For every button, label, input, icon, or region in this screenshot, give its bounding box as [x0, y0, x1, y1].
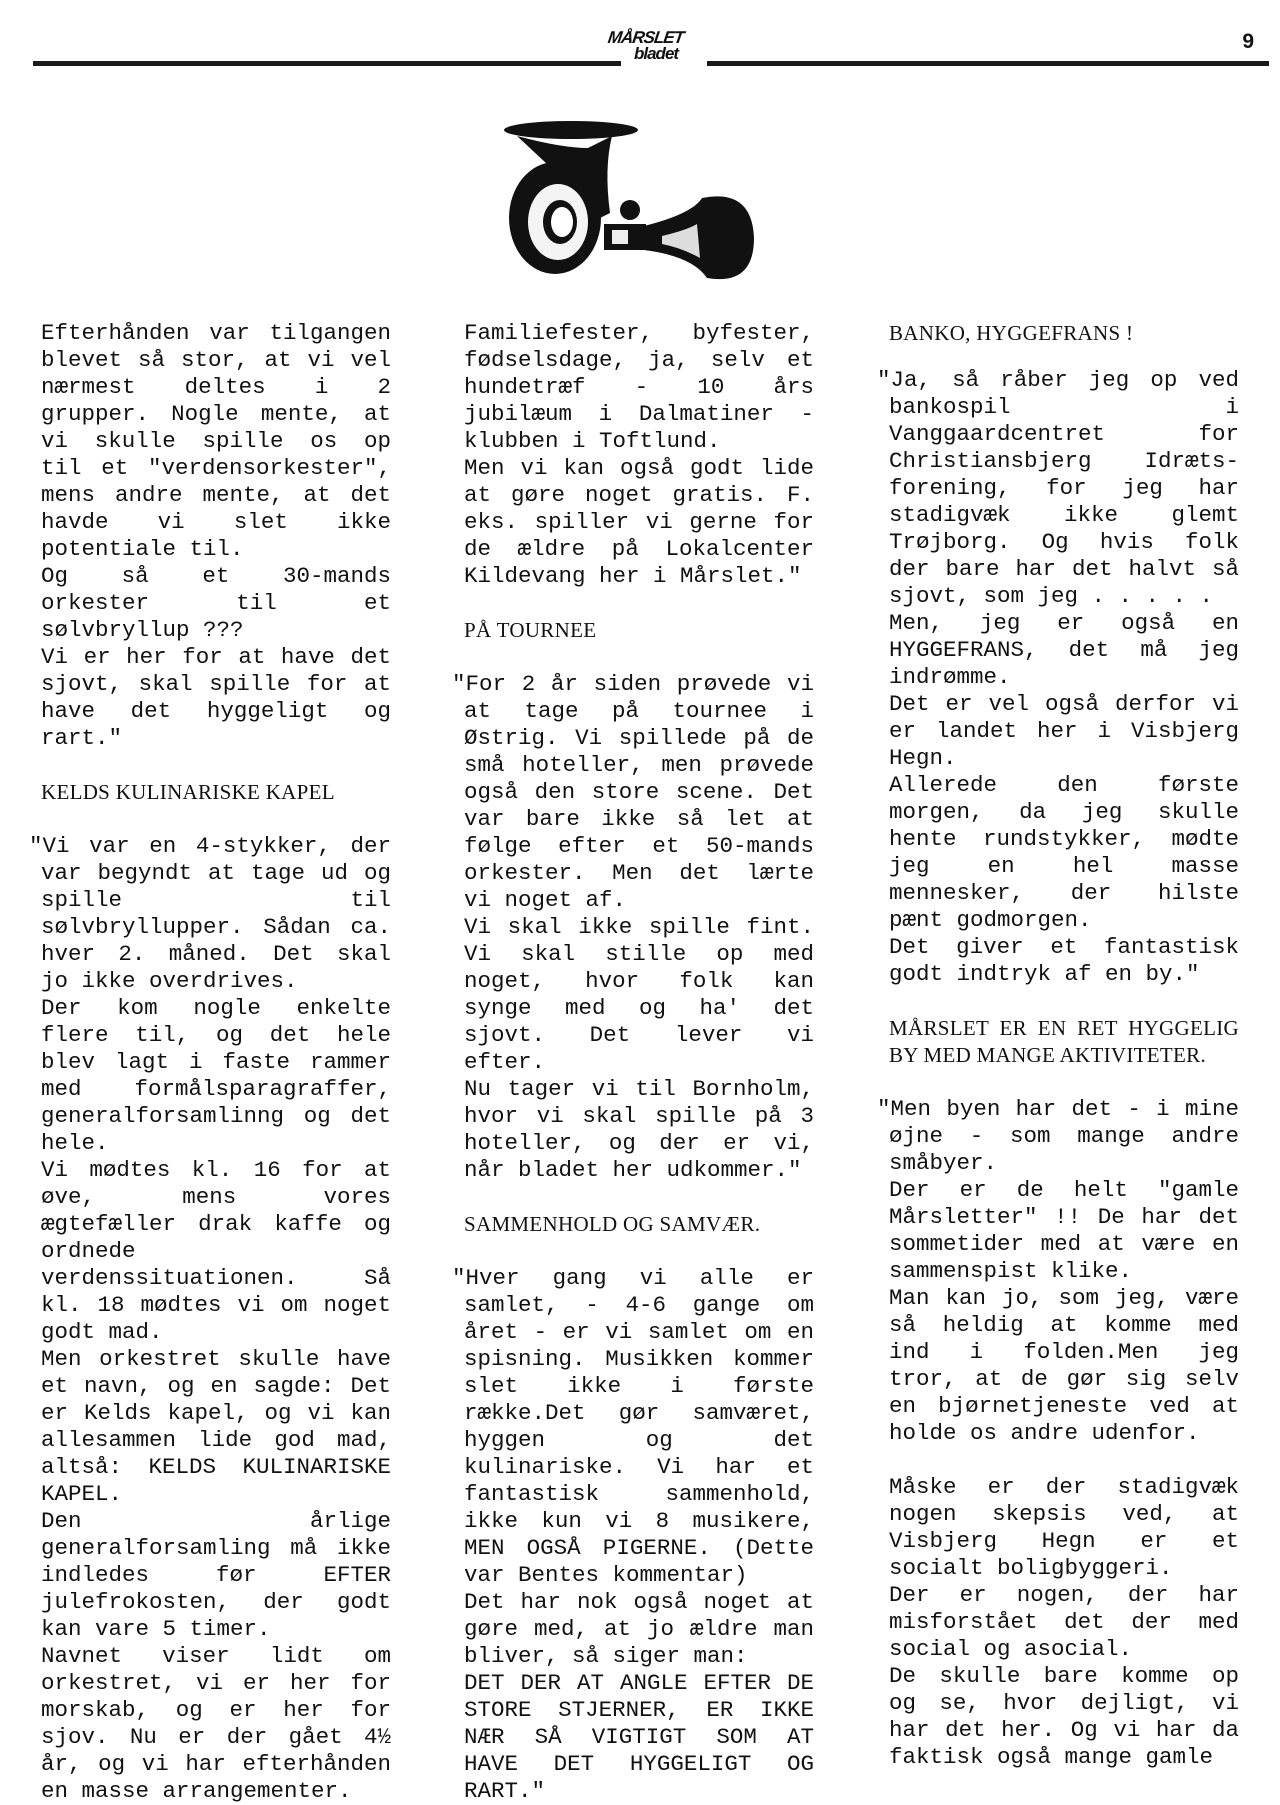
section-heading: MÅRSLET ER EN RET HYGGELIG BY MED MANGE AKTIVITETER. [889, 1016, 1239, 1067]
paragraph: Det har nok også noget at gøre med, at jo ældre man bliver, så siger man: [464, 1589, 814, 1669]
paragraph: Navnet viser lidt om orkestret, vi er her for morskab, og er her for sjov. Nu er der gået 4½ år, og vi har efterhånden en masse arrangementer. [41, 1643, 391, 1804]
header-rule-left [33, 61, 621, 66]
paragraph: Det er vel også derfor vi er landet her i Visbjerg Hegn. [889, 691, 1239, 771]
paragraph: Allerede den første morgen, da jeg skulle hente rundstykker, mødte jeg en hel masse mennesker, der hilste pænt godmorgen. [889, 772, 1239, 933]
paragraph: Efterhånden var tilgangen blevet så stor, at vi vel nærmest deltes i 2 grupper. Nogle mente, at vi skulle spille os op til et "verdensorkester", mens andre mente, at det havde vi slet ikke potentiale til. [41, 320, 391, 562]
paragraph: Familiefester, byfester, fødselsdage, ja, selv et hundetræf - 10 års jubilæum i Dalmatiner - klubben i Toftlund. [464, 320, 814, 454]
paragraph: "Vi var en 4-stykker, der var begyndt at tage ud og spille til sølvbryllupper. Sådan ca. hver 2. måned. Det skal jo ikke overdrives. [29, 833, 391, 994]
paragraph: Der er nogen, der har misforstået det der med social og asocial. [889, 1582, 1239, 1662]
page-number: 9 [1242, 30, 1254, 53]
article-column-2 [452, 320, 814, 1805]
paragraph: Nu tager vi til Bornholm, hvor vi skal spille på 3 hoteller, og der er vi, når bladet her udkommer." [464, 1076, 814, 1183]
paragraph: Og så et 30-mands orkester til et sølvbryllup ??? [41, 563, 391, 643]
article-column-1 [29, 320, 391, 1805]
paragraph: De skulle bare komme op og se, hvor dejligt, vi har det her. Og vi har da faktisk også mange gamle [889, 1663, 1239, 1770]
paragraph: "Ja, så råber jeg op ved bankospil i Vanggaardcentret for Christiansbjerg Idræts- forening, for jeg har stadigvæk ikke glemt Trøjborg. Og hvis folk der bare har det halvt så sjovt, som jeg . . . . . [877, 367, 1239, 609]
article-column-3 [877, 320, 1239, 1771]
logo-title: MÅRSLET [606, 28, 685, 47]
paragraph: Den årlige generalforsamling må ikke indledes før EFTER julefrokosten, der godt kan vare 5 timer. [41, 1508, 391, 1642]
paragraph: Man kan jo, som jeg, være så heldig at komme med ind i folden.Men jeg tror, at de gør sig selv en bjørnetjeneste ved at holde os andre udenfor. [889, 1285, 1239, 1446]
bicycle-horn-icon [492, 118, 762, 288]
paragraph: DET DER AT ANGLE EFTER DE STORE STJERNER, ER IKKE NÆR SÅ VIGTIGT SOM AT HAVE DET HYGGELIGT OG RART." [464, 1670, 814, 1804]
paragraph: Måske er der stadigvæk nogen skepsis ved, at Visbjerg Hegn er et socialt boligbyggeri. [889, 1474, 1239, 1581]
paragraph: Der kom nogle enkelte flere til, og det hele blev lagt i faste rammer med formålsparagraffer, generalforsamlinng og det hele. [41, 995, 391, 1156]
paragraph: "Hver gang vi alle er samlet, - 4-6 gange om året - er vi samlet om en spisning. Musikken kommer slet ikke i første række.Det gør samværet, hyggen og det kulinariske. Vi har et fantastisk sammenhold, ikke kun vi 8 musikere, MEN OGSÅ PIGERNE. (Dette var Bentes kommentar) [452, 1265, 814, 1588]
paragraph: Men orkestret skulle have et navn, og en sagde: Det er Kelds kapel, og vi kan allesammen lide god mad, altså: KELDS KULINARISKE KAPEL. [41, 1346, 391, 1507]
paragraph: Men, jeg er også en HYGGEFRANS, det må jeg indrømme. [889, 610, 1239, 690]
paragraph: "For 2 år siden prøvede vi at tage på tournee i Østrig. Vi spillede på de små hoteller, men prøvede også den store scene. Det var bare ikke så let at følge efter et 50-mands orkester. Men det lærte vi noget af. [452, 671, 814, 913]
header-rule-right [707, 61, 1269, 66]
section-heading: BANKO, HYGGEFRANS ! [889, 321, 1134, 345]
paragraph: Men vi kan også godt lide at gøre noget gratis. F. eks. spiller vi gerne for de ældre på Lokalcenter Kildevang her i Mårslet." [464, 455, 814, 589]
paragraph: "Men byen har det - i mine øjne - som mange andre småbyer. [877, 1096, 1239, 1176]
paragraph: Vi mødtes kl. 16 for at øve, mens vores ægtefæller drak kaffe og ordnede verdenssituationen. Så kl. 18 mødtes vi om noget godt mad. [41, 1157, 391, 1345]
section-heading: KELDS KULINARISKE KAPEL [41, 780, 335, 804]
masthead-logo [604, 28, 714, 74]
section-heading: PÅ TOURNEE [464, 618, 597, 642]
paragraph: Der er de helt "gamle Mårsletter" !! De har det sommetider med at være en sammenspist klike. [889, 1177, 1239, 1284]
paragraph: Vi skal ikke spille fint. Vi skal stille op med noget, hvor folk kan synge med og ha' det sjovt. Det lever vi efter. [464, 914, 814, 1075]
section-heading: SAMMENHOLD OG SAMVÆR. [464, 1212, 761, 1236]
logo-subtitle: bladet [634, 44, 679, 63]
paragraph: Vi er her for at have det sjovt, skal spille for at have det hyggeligt og rart." [41, 644, 391, 751]
paragraph: Det giver et fantastisk godt indtryk af en by." [889, 934, 1239, 987]
